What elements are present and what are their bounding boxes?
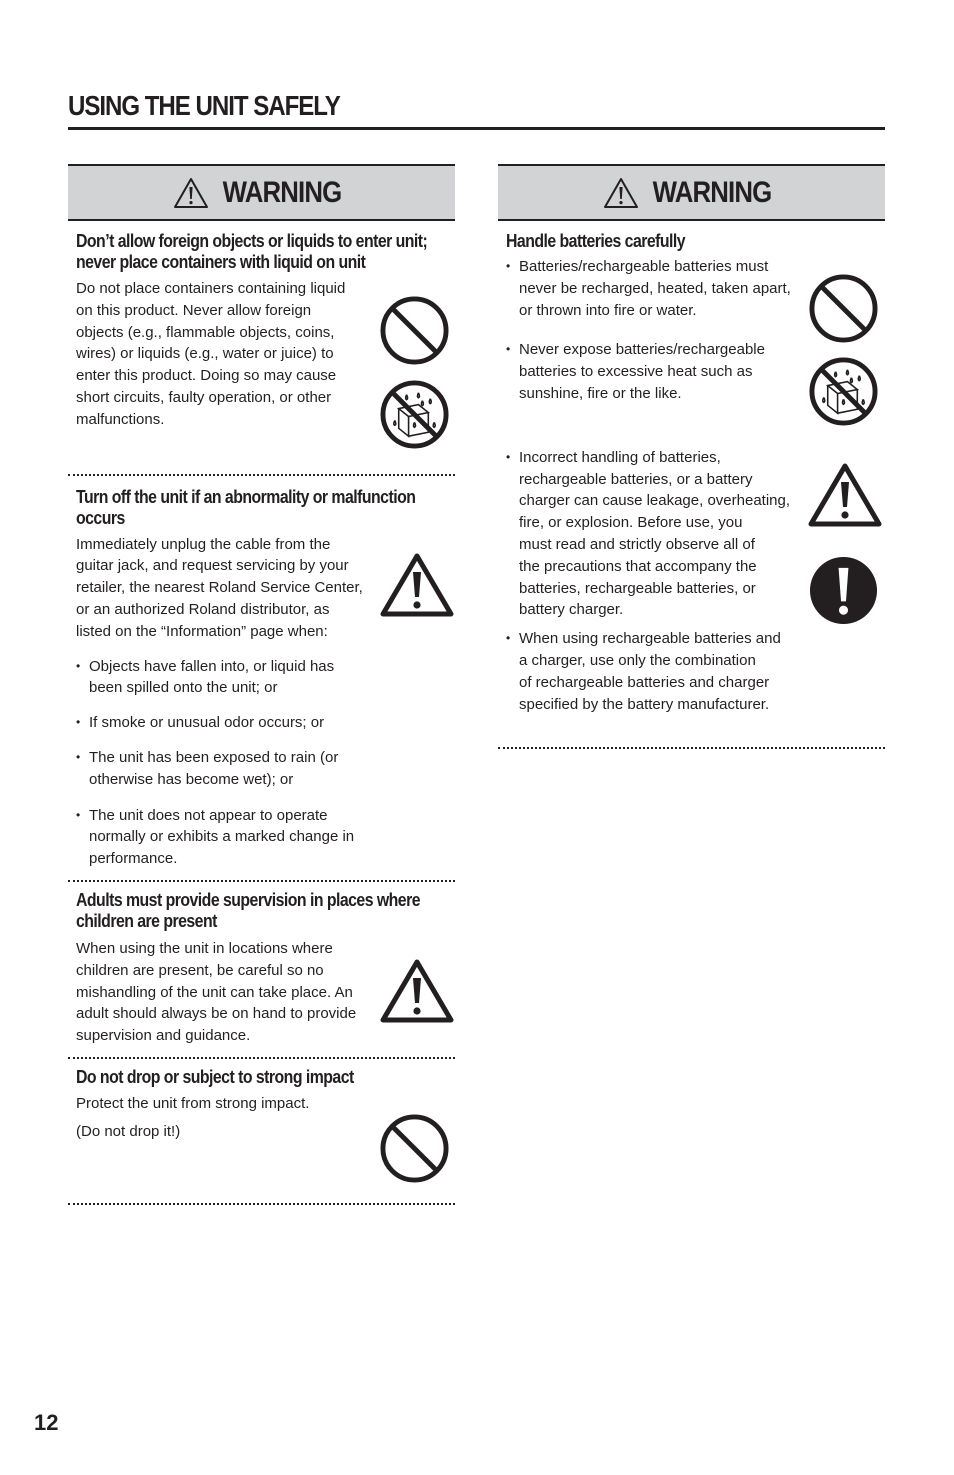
body-line: retailer, the nearest Roland Service Center, xyxy=(76,579,363,597)
no-liquid-container-icon xyxy=(808,356,879,427)
dotted-divider xyxy=(68,474,455,476)
heading-line: occurs xyxy=(76,507,125,528)
list-item xyxy=(76,656,447,700)
bullet-line: a charger, use only the combination xyxy=(519,651,756,669)
list-item xyxy=(76,805,447,870)
no-liquid-container-icon xyxy=(379,379,450,450)
warning-banner-right xyxy=(498,164,885,221)
section-heading xyxy=(76,231,445,273)
title-rule xyxy=(68,127,885,130)
body-line: objects (e.g., flammable objects, coins, xyxy=(76,323,335,341)
dotted-divider xyxy=(68,1203,455,1205)
body-line: When using the unit in locations where xyxy=(76,939,333,957)
body-line: children are present, be careful so no xyxy=(76,961,324,979)
bullet-line: normally or exhibits a marked change in xyxy=(89,828,355,846)
list-item xyxy=(76,747,447,791)
page-number: 12 xyxy=(34,1410,59,1435)
caution-icon xyxy=(379,957,455,1025)
bullet-line: batteries to excessive heat such as xyxy=(519,363,753,381)
body-line: on this product. Never allow foreign xyxy=(76,301,312,319)
prohibition-icon xyxy=(379,1113,450,1184)
heading-line: Turn off the unit if an abnormality or malfunction xyxy=(76,486,416,507)
warning-banner-left xyxy=(68,164,455,221)
bullet-line: • Batteries/rechargeable batteries must xyxy=(519,258,769,275)
body-line: supervision and guidance. xyxy=(76,1027,251,1045)
section-heading: Do not drop or subject to strong impact xyxy=(76,1066,354,1087)
warning-triangle-icon xyxy=(603,177,639,209)
bullet-list xyxy=(76,656,447,870)
body-line: short circuits, faulty operation, or other xyxy=(76,388,332,406)
bullet-line: • Objects have fallen into, or liquid has xyxy=(89,657,335,675)
heading-line: Don’t allow foreign objects or liquids to enter unit; xyxy=(76,231,428,251)
warning-triangle-icon xyxy=(173,177,209,209)
bullet-line: batteries, rechargeable batteries, or xyxy=(519,579,756,597)
body-line: or an authorized Roland distributor, as xyxy=(76,600,330,618)
page-title: USING THE UNIT SAFELY xyxy=(68,90,340,121)
bullet-line: of rechargeable batteries and charger xyxy=(519,673,770,691)
bullet-line: performance. xyxy=(89,850,178,868)
warning-label: WARNING xyxy=(222,175,341,209)
body-line: mishandling of the unit can take place. An xyxy=(76,983,353,1001)
heading-line: children are present xyxy=(76,910,217,931)
heading-line: never place containers with liquid on unit xyxy=(76,252,366,272)
dotted-divider xyxy=(68,880,455,882)
bullet-line: never be recharged, heated, taken apart, xyxy=(519,279,791,297)
section-heading xyxy=(76,890,445,932)
bullet-line: • Incorrect handling of batteries, xyxy=(519,448,721,466)
prohibition-icon xyxy=(379,295,450,366)
body-line: Do not place containers containing liquid xyxy=(76,280,346,297)
bullet-line: sunshine, fire or the like. xyxy=(519,384,682,402)
bullet-line: must read and strictly observe all of xyxy=(519,535,755,553)
caution-icon xyxy=(807,461,883,529)
section-heading: Handle batteries carefully xyxy=(506,231,686,251)
bullet-line: • When using rechargeable batteries and xyxy=(519,630,781,648)
mandatory-action-icon xyxy=(808,555,879,626)
bullet-line: fire, or explosion. Before use, you xyxy=(519,514,743,532)
bullet-line: rechargeable batteries, or a battery xyxy=(519,470,753,488)
bullet-line: otherwise has become wet); or xyxy=(89,770,294,788)
section-heading xyxy=(76,487,445,529)
body-line: adult should always be on hand to provide xyxy=(76,1005,357,1023)
right-column xyxy=(498,164,885,715)
body-line: Immediately unplug the cable from the xyxy=(76,535,331,553)
bullet-line: been spilled onto the unit; or xyxy=(89,679,278,697)
dotted-divider xyxy=(68,1057,455,1059)
bullet-line: the precautions that accompany the xyxy=(519,557,757,575)
list-item xyxy=(76,712,447,734)
bullet-line: • Never expose batteries/rechargeable xyxy=(519,341,765,359)
section-malfunction xyxy=(68,487,455,870)
body-line: malfunctions. xyxy=(76,410,165,428)
body-line: guitar jack, and request servicing by your xyxy=(76,557,349,575)
bullet-line: • The unit has been exposed to rain (or xyxy=(89,748,339,766)
body-line: enter this product. Doing so may cause xyxy=(76,367,337,385)
body-line: Protect the unit from strong impact. xyxy=(76,1094,310,1112)
list-item xyxy=(506,628,877,715)
bullet-line: • If smoke or unusual odor occurs; or xyxy=(89,714,325,732)
caution-icon xyxy=(379,551,455,619)
body-line: wires) or liquids (e.g., water or juice) to xyxy=(76,345,334,363)
body-line: listed on the “Information” page when: xyxy=(76,622,328,640)
prohibition-icon xyxy=(808,273,879,344)
bullet-line: specified by the battery manufacturer. xyxy=(519,695,770,713)
bullet-line: battery charger. xyxy=(519,601,624,619)
body-line: (Do not drop it!) xyxy=(76,1122,181,1140)
bullet-line: charger can cause leakage, overheating, xyxy=(519,492,791,510)
warning-label: WARNING xyxy=(652,175,771,209)
bullet-line: • The unit does not appear to operate xyxy=(89,806,328,824)
dotted-divider xyxy=(498,747,885,749)
bullet-line: or thrown into fire or water. xyxy=(519,301,697,319)
heading-line: Adults must provide supervision in places where xyxy=(76,889,421,910)
